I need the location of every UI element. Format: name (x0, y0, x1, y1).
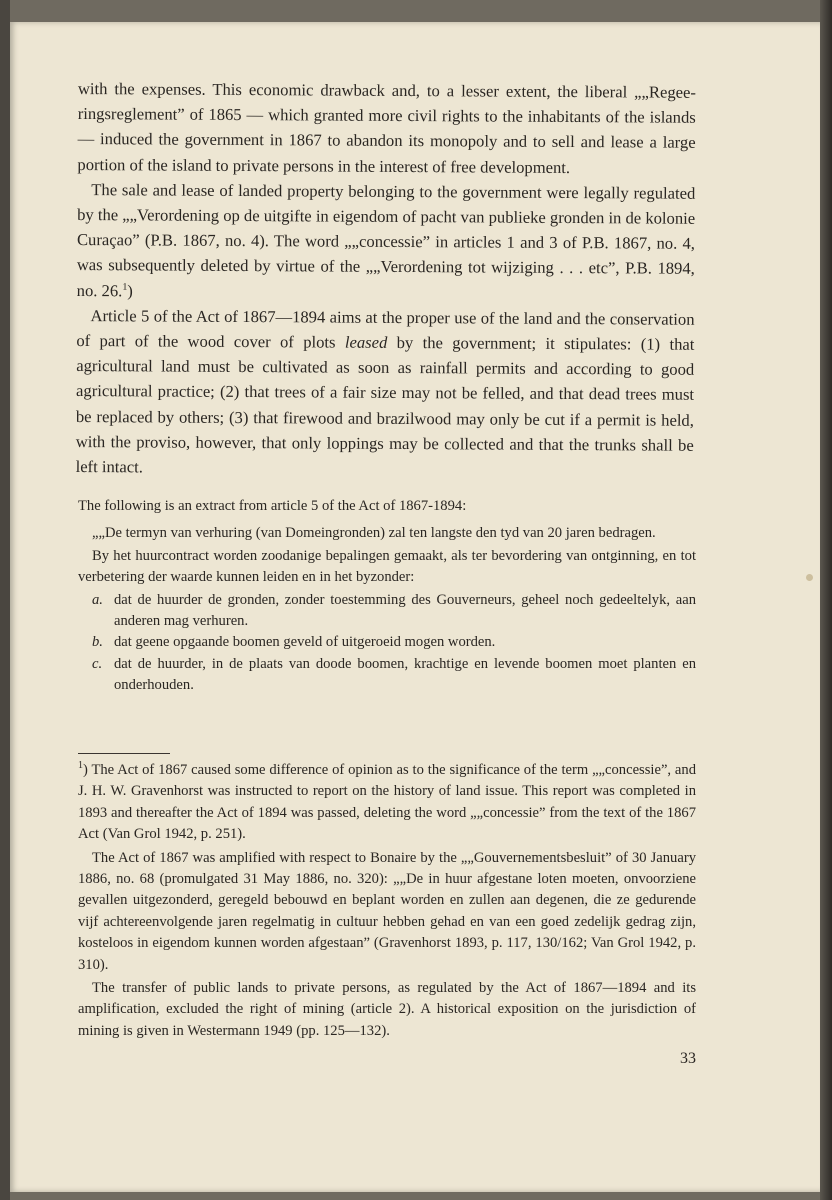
list-item-mark: b. (92, 634, 103, 651)
list-item (78, 632, 696, 653)
extract-lead: The following is an extract from article 5 of the Act of 1867-1894: (78, 498, 467, 514)
footnote-ref-1: 1 (122, 281, 128, 293)
list-item (78, 654, 696, 697)
main-body-text (76, 76, 696, 483)
footnote-marker-paren: ) (83, 762, 88, 778)
footnote-1 (78, 760, 696, 846)
footnote-divider (78, 753, 170, 754)
footnotes (78, 760, 696, 1044)
book-spine-edge (820, 0, 832, 1200)
footnote-2: The Act of 1867 was amplified with respect to Bonaire by the „„Gouvernementsbesluit” of 30 January 1886, no. 68 (promulgated 31 May 1886, no. 320): „„De in huur afgestane loten moeten, onvoorziene gevallen uitgezonderd, geregeld bebouwd en beplant worden en zullen aan degenen, die ze gedurende vijf achtereenvolgende jaren regelmatig in cultuur hebben gehad en van een goed zedelijk gedrag zijn, kosteloos in eigendom kunnen worden afgestaan” (Gravenhorst 1893, p. 117, 130/162; Van Grol 1942, p. 310). (78, 849, 696, 973)
list-item-text: dat geene opgaande boomen geveld of uitgeroeid mogen worden. (114, 634, 496, 651)
footnote-3: The transfer of public lands to private persons, as regulated by the Act of 1867—1894 and its amplification, excluded the right of mining (article 2). A historical exposition on the jurisdiction of mining is given in Westermann 1949 (pp. 125—132). (78, 980, 696, 1039)
extract-list (78, 590, 696, 697)
extract-block (78, 496, 696, 697)
paragraph-1: with the expenses. This economic drawback and, to a lesser extent, the liberal „„Regeeringsreglement” of 1865 — which granted more civil rights to the inhabitants of the islands — induced the government in 1867 to abandon its monopoly and to sell and lease a large portion of the island to private persons in the interest of free development. (77, 78, 696, 177)
page-number: 33 (680, 1050, 696, 1067)
list-item-text: dat de huurder de gronden, zonder toestemming des Gouverneurs, geheel noch gedeeltelyk, aan anderen mag verhuren. (114, 591, 696, 630)
list-item-mark: a. (92, 591, 103, 608)
paragraph-3-text-a: Article 5 of the Act of 1867—1894 aims at the proper use of the land and the conservation of part of the wood cover of plots (76, 305, 695, 352)
paragraph-3 (76, 303, 695, 483)
extract-quote-1: „„De termyn van verhuring (van Domeingronden) zal ten langste den tyd van 20 jaren bedragen. (92, 525, 656, 542)
extract-quote-2: By het huurcontract worden zoodanige bepalingen gemaakt, als ter bevordering van ontginning, en tot verbetering der waarde kunnen leiden en in het byzonder: (78, 547, 696, 586)
paragraph-3-text-b: by the government; it stipulates: (1) that agricultural land must be cultivated as soon as rainfall permits and according to good agricultural practice; (2) that trees of a fair size may not be felled, and that dead trees must be replaced by others; (3) that firewood and brazilwood may only be cut if a permit is held, with the proviso, however, that only loppings may be collected and that the trunks shall be left intact. (75, 332, 695, 477)
footnote-1-text: The Act of 1867 caused some difference of opinion as to the significance of the term „„concessie”, and J. H. W. Gravenhorst was instructed to report on the history of land issue. This report was completed in 1893 and thereafter the Act of 1894 was passed, deleting the word „„concessie” from the text of the 1867 Act (Van Grol 1942, p. 251). (78, 762, 696, 843)
book-gutter-left (0, 0, 10, 1200)
list-item-text: dat de huurder, in de plaats van doode boomen, krachtige en levende boomen moet planten en onderhouden. (114, 655, 696, 694)
paper-blemish (806, 574, 813, 581)
list-item (78, 590, 696, 633)
footnote-marker: 1 (78, 760, 83, 772)
paragraph-2-text: The sale and lease of landed property belonging to the government were legally regulated by the „„Verordening op de uitgifte in eigendom of pacht van publieke gronden in de kolonie Curaçao” (P.B. 1867, no. 4). The word „„concessie” in articles 1 and 3 of P.B. 1867, no. 4, was subsequently deleted by virtue of the „„Verordening tot wijziging . . . etc”, P.B. 1894, no. 26. (76, 179, 696, 300)
paragraph-3-emphasis: leased (344, 332, 388, 352)
paragraph-2 (77, 177, 696, 307)
footnote-ref-paren: ) (127, 280, 133, 300)
list-item-mark: c. (92, 655, 103, 672)
